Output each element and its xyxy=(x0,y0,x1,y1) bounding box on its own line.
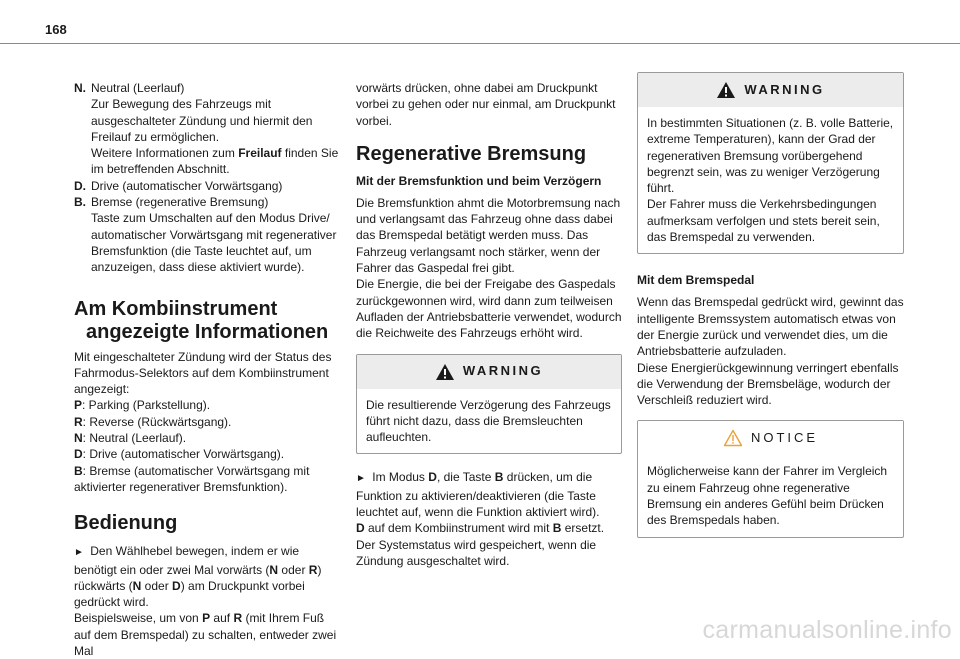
item-line: Zur Bewegung des Fahrzeugs mit ausgeschalteter Zündung und hiermit den Freilauf zu ermöglichen. xyxy=(91,97,313,144)
item-line: Taste zum Umschalten auf den Modus Drive/ automatischer Vorwärtsgang mit regenerativer Bremsfunktion (die Taste leuchtet auf, um anzuzeigen, dass diese aktiviert wurde). xyxy=(91,211,337,275)
warning-text: Die resultierende Verzögerung des Fahrzeugs führt nicht dazu, dass die Bremsleuchten aufleuchten. xyxy=(366,397,611,445)
column-middle xyxy=(356,80,622,569)
warning-body xyxy=(638,107,903,253)
section-title-bedienung: Bedienung xyxy=(74,512,178,535)
operation-step: ► Den Wählhebel bewegen, indem er wie benötigt ein oder zwei Mal vorwärts (N oder R) rückwärts (N oder D) am Druckpunkt vorbei gedrückt wird. xyxy=(74,544,322,610)
warning-header xyxy=(638,73,903,107)
warning-body xyxy=(357,389,621,454)
warning-title: WARNING xyxy=(462,363,544,379)
item-line: Neutral (Leerlauf) xyxy=(91,81,185,95)
warning-text: In bestimmten Situationen (z. B. volle Batterie, extreme Temperaturen), kann der Grad der regenerativen Bremsung vorübergehend begrenzt sein, was zu weniger Verzögerung führt. xyxy=(647,116,894,196)
paragraph: Wenn das Bremspedal gedrückt wird, gewinnt das intelligente Bremssystem automatisch etwas von der Energie zurück und verwendet dies, um die Antriebsbatterie aufzuladen. xyxy=(637,295,904,359)
display-note: D auf dem Kombiinstrument wird mit B ersetzt. xyxy=(356,521,605,536)
operation-example: Beispielsweise, um von P auf R (mit Ihrem Fuß auf dem Bremspedal) zu schalten, entweder zwei Mal xyxy=(74,611,337,659)
list-item-n xyxy=(74,80,344,178)
mode-item: P: Parking (Parkstellung). xyxy=(74,398,211,413)
page-number: 168 xyxy=(45,22,67,37)
mode-item: R: Reverse (Rückwärtsgang). xyxy=(74,414,232,429)
section-title-kombiinstrument: Am Kombiinstrument angezeigte Informationen xyxy=(74,297,329,343)
list-item-d xyxy=(74,178,344,194)
warning-box xyxy=(356,354,622,455)
warning-text: Der Fahrer muss die Verkehrsbedingungen aufmerksam verfolgen und stets bereit sein, das Bremspedal zu verwenden. xyxy=(647,197,880,245)
item-line: Bremse (regenerative Bremsung) xyxy=(91,195,269,210)
header-divider xyxy=(0,43,960,44)
section-intro: Mit eingeschalteter Zündung wird der Status des Fahrmodus-Selektors auf dem Kombiinstrument angezeigt: xyxy=(74,349,332,397)
system-status-note: Der Systemstatus wird gespeichert, wenn die Zündung ausgeschaltet wird. xyxy=(356,537,597,568)
section-title-regenerative: Regenerative Bremsung xyxy=(356,142,587,165)
paragraph: Die Bremsfunktion ahmt die Motorbremsung nach und verlangsamt das Fahrzeug ohne dass dabei das Bremspedal betätigt werden muss. Das Fahrzeug verlangsamt noch stärker, wenn der Fahrer das Gaspedal frei gibt. xyxy=(356,195,621,276)
warning-triangle-icon xyxy=(435,363,455,381)
page-header xyxy=(0,0,960,44)
column-right xyxy=(637,72,904,538)
column-left xyxy=(74,80,344,659)
watermark: carmanualsonline.info xyxy=(702,615,952,644)
mode-list xyxy=(74,397,344,495)
item-more: Weitere Informationen zum Freilauf finden Sie im betreffenden Abschnitt. xyxy=(91,146,339,177)
list-item-b xyxy=(74,194,344,275)
warning-header xyxy=(357,355,621,389)
paragraph: Die Energie, die bei der Freigabe des Gaspedals zurückgewonnen wird, wird dann zum teilweisen Aufladen der Antriebsbatterie verwendet, wodurch die Reichweite des Fahrzeugs erhöht wird. xyxy=(356,277,622,341)
mode-item: N: Neutral (Leerlauf). xyxy=(74,431,187,446)
instruction-step: ► Im Modus D, die Taste B drücken, um die Funktion zu aktivieren/deaktivieren (die Taste leuchtet auf, wenn die Funktion aktiviert wird). xyxy=(356,470,600,520)
warning-box xyxy=(637,72,904,254)
paragraph: Diese Energierückgewinnung verringert ebenfalls die Verwendung der Bremsbeläge, wodurch der Verschleiß reduziert wird. xyxy=(637,360,899,408)
mode-item: B: Bremse (automatischer Vorwärtsgang mit aktivierter regenerativer Bremsfunktion). xyxy=(74,463,310,494)
notice-triangle-icon xyxy=(723,429,743,447)
notice-box xyxy=(637,420,904,537)
subsection-title: Mit dem Bremspedal xyxy=(637,273,755,288)
item-key: N. xyxy=(74,81,86,95)
notice-title: NOTICE xyxy=(750,430,819,446)
notice-body xyxy=(638,455,903,536)
item-key: D. xyxy=(74,178,86,193)
mode-item: D: Drive (automatischer Vorwärtsgang). xyxy=(74,447,285,462)
warning-title: WARNING xyxy=(744,81,825,97)
item-line: Drive (automatischer Vorwärtsgang) xyxy=(91,178,283,193)
continued-text: vorwärts drücken, ohne dabei am Druckpunkt vorbei zu gehen oder nur einmal, am Druckpunkt vorbei. xyxy=(356,81,616,128)
notice-header xyxy=(638,421,903,455)
arrow-bullet-icon: ► xyxy=(356,473,366,485)
notice-text: Möglicherweise kann der Fahrer im Vergleich zu einem Fahrzeug ohne regenerative Bremsung ein anderes Gefühl beim Drücken des Bremspedals haben. xyxy=(647,464,888,528)
arrow-bullet-icon: ► xyxy=(74,547,84,559)
warning-triangle-icon xyxy=(716,81,736,99)
subsection-title: Mit der Bremsfunktion und beim Verzögern xyxy=(356,173,602,188)
item-key: B. xyxy=(74,195,86,210)
